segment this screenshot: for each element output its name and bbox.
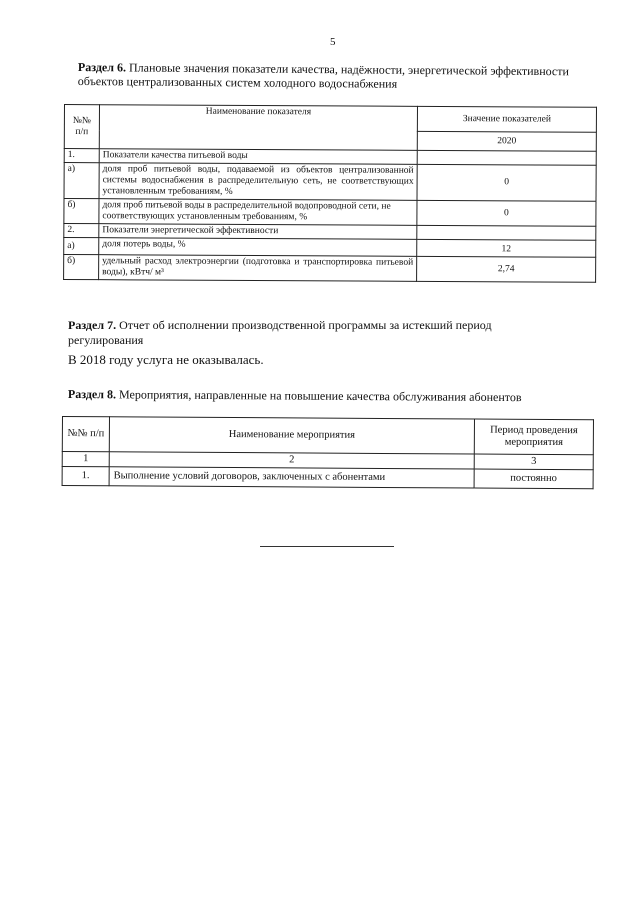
section8-heading: [68, 387, 608, 406]
row-value: [417, 225, 596, 240]
t6-header-year: 2020: [417, 131, 596, 151]
table-row: [64, 255, 596, 283]
end-divider: [260, 546, 394, 547]
section6-label: Раздел 6.: [77, 60, 127, 75]
row-value: [417, 150, 596, 165]
table-row: [64, 163, 596, 202]
t8-header-name: Наименование мероприятия: [109, 417, 474, 454]
row-name: доля проб питьевой воды в распределительной водопроводной сети, не соответствующих установленным требованиям, %: [99, 199, 417, 226]
t6-header-num: №№ п/п: [64, 105, 99, 149]
section6-heading: [78, 60, 596, 93]
indicators-table: [63, 104, 597, 283]
row-name: Показатели качества питьевой воды: [99, 149, 417, 165]
t8-header-num: №№ п/п: [62, 417, 109, 452]
section7-title: Отчет об исполнении производственной программы за истекший период регулирования: [68, 318, 492, 347]
row-value: 0: [417, 200, 596, 226]
row-name: Показатели энергетической эффективности: [99, 224, 417, 240]
row-period: постоянно: [474, 469, 593, 489]
t6-header-name: Наименование показателя: [99, 105, 417, 151]
section7-text: В 2018 году услуга не оказывалась.: [68, 352, 264, 367]
index-cell: 3: [474, 454, 593, 470]
section8-title: Мероприятия, направленные на повышение качества обслуживания абонентов: [118, 387, 522, 405]
row-value: 0: [417, 164, 596, 201]
row-name: доля потерь воды, %: [99, 238, 417, 257]
section8-label: Раздел 8.: [67, 387, 117, 402]
row-value: 12: [417, 239, 596, 257]
row-num: б): [64, 255, 99, 280]
row-num: 2.: [64, 224, 99, 238]
row-value: 2,74: [417, 256, 596, 282]
row-name: удельный расход электроэнергии (подготовка и транспортировка питьевой воды), кВтч/ м³: [99, 255, 417, 282]
row-name: доля проб питьевой воды, подаваемой из объектов централизованной системы водоснабжения в распределительную сеть, не соответствующих установленным требованиям, %: [99, 163, 417, 201]
t6-header-value: Значение показателей: [417, 106, 596, 132]
page-number: 5: [330, 36, 336, 48]
measures-table: [62, 416, 594, 489]
index-cell: 1: [62, 452, 109, 467]
table-row: [64, 199, 596, 227]
row-num: б): [64, 199, 99, 224]
t8-header-period: Период проведения мероприятия: [474, 419, 593, 455]
section7-label: Раздел 7.: [68, 318, 117, 332]
index-cell: 2: [109, 452, 474, 469]
section7-heading: [68, 318, 568, 348]
row-num: а): [64, 163, 99, 199]
row-name: Выполнение условий договоров, заключенных с абонентами: [109, 467, 474, 488]
row-num: а): [64, 238, 99, 255]
row-num: 1.: [62, 467, 109, 486]
table-row: [62, 467, 593, 489]
row-num: 1.: [64, 149, 99, 163]
section6-title: Плановые значения показатели качества, надёжности, энергетической эффективности объектов централизованных систем холодного водоснабжения: [77, 60, 570, 91]
